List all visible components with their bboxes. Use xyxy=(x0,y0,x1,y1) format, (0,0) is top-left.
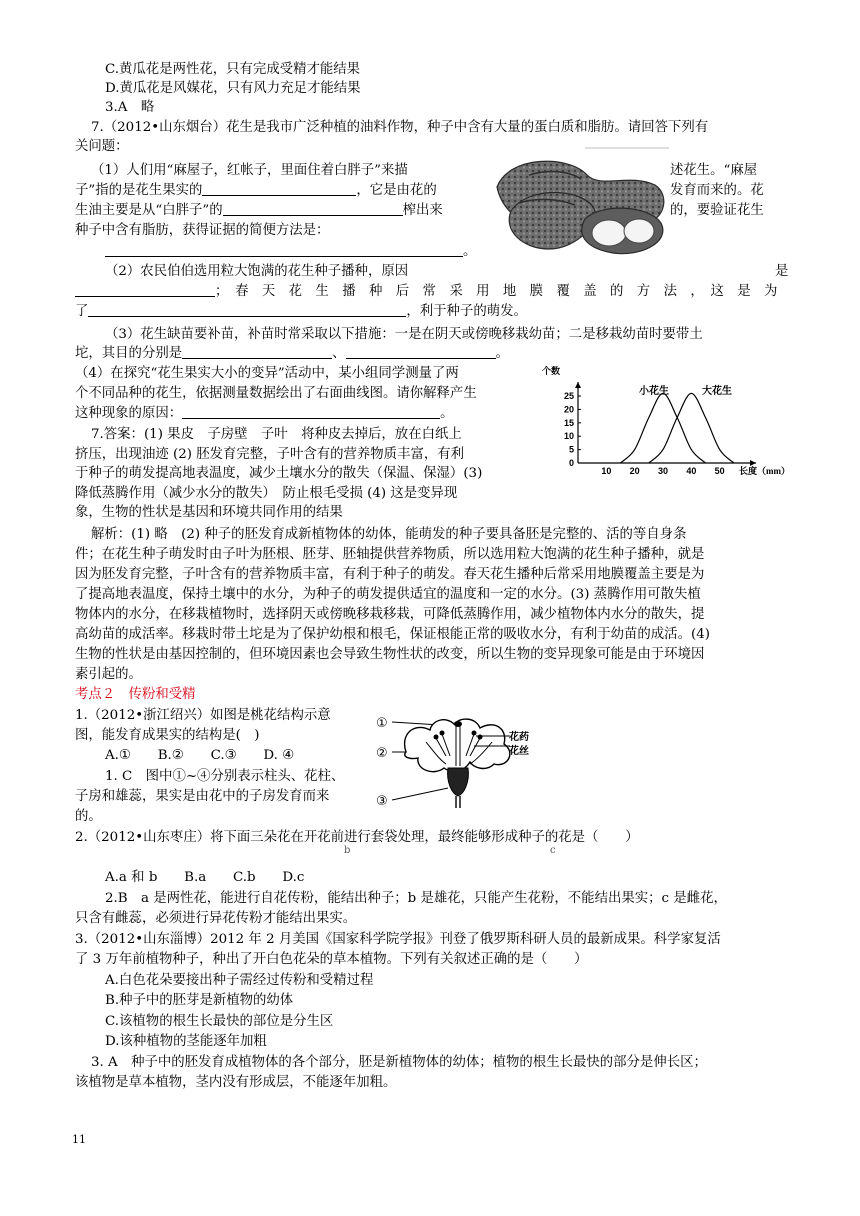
large-peanut-label: 大花生 xyxy=(702,386,732,397)
analysis-6: 高幼苗的成活率。移栽时带土坨是为了保护幼根和根毛，保证根能正常的吸收水分，有利于幼苗的成活。(4) xyxy=(75,627,710,642)
x-tick-label: 20 xyxy=(629,466,640,476)
q3-option-d: D.该种植物的茎能逐年加粗 xyxy=(105,1034,267,1049)
peanut-image xyxy=(489,145,669,263)
small-peanut-label: 小花生 xyxy=(639,386,669,397)
q7-4-line3: 这种现象的原因： 。 xyxy=(75,406,454,421)
analysis-3: 因为胚发育完整，子叶含有的营养物质丰富，有利于种子的萌发。春天花生播种后常采用地膜覆盖主要是为 xyxy=(75,567,705,582)
q1-options: A.① B.② C.③ D. ④ xyxy=(105,748,295,763)
q3-answer-1: 3. A 种子中的胚发育成植物体的各个部分，胚是新植物体的幼体；植物的根生长最快的部分是伸长区； xyxy=(91,1055,707,1070)
series-line-large-peanut xyxy=(649,393,734,463)
y-tick-label: 5 xyxy=(568,444,574,455)
q1-stem: 1.（2012•浙江绍兴）如图是桃花结构示意 xyxy=(75,708,331,723)
peanut-length-chart xyxy=(536,362,800,480)
y-tick-label: 25 xyxy=(563,391,574,402)
analysis-5: 物体内的水分，在移栽植物时，选择阴天或傍晚移栽移栽，可降低蒸腾作用，减少植物体内水分的散失，提 xyxy=(75,607,705,622)
q7-4-line2: 个不同品种的花生，依据测量数据绘出了右面曲线图。请你解释产生 xyxy=(75,386,477,401)
q3-stem: 3.（2012•山东淄博）2012 年 2 月美国《国家科学院学报》刊登了俄罗斯科研人员的最新成果。科学家复活 xyxy=(75,932,721,947)
q2-options: A.a 和 b B.a C.b D.c xyxy=(105,870,305,885)
chart-series xyxy=(621,393,734,463)
q3-stem-cont: 了 3 万年前植物种子，种出了开白色花朵的草本植物。下列有关叙述正确的是（ ） xyxy=(75,952,588,967)
x-tick-label: 30 xyxy=(657,466,669,476)
option-d: D.黄瓜花是风媒花，只有风力充足才能结果 xyxy=(105,81,361,96)
q7-answer-3: 于种子的萌发提高地表温度，减少土壤水分的散失（保温、保湿）(3) xyxy=(75,466,483,481)
option-c: C.黄瓜花是两性花，只有完成受精才能结果 xyxy=(105,62,361,77)
q7-2-line2: ； 春 天 花 生 播 种 后 常 采 用 地 膜 覆 盖 的 方 法 ， 这 是 为 xyxy=(75,283,777,300)
analysis-7: 生物的性状是由基因控制的，但环境因素也会导致生物性状的改变，所以生物的变异现象可能是由于环境因 xyxy=(75,647,705,662)
analysis-8: 素引起的。 xyxy=(75,667,142,682)
q7-1-line2: 子”指的是花生果实的 ，它是由花的 xyxy=(75,183,437,198)
q1-answer-2: 子房和雄蕊，果实是由花中的子房发育而来 xyxy=(75,789,330,804)
marker-1: ① xyxy=(376,716,388,731)
y-tick-label: 0 xyxy=(568,458,574,468)
flower-letter-b: b xyxy=(344,845,351,856)
q7-3-line1: （3）花生缺苗要补苗，补苗时常采取以下措施：一是在阴天或傍晚移栽幼苗；二是移栽幼苗时要带土 xyxy=(105,327,703,342)
marker-2: ② xyxy=(376,746,388,761)
q7-answer-2: 挤压，出现油迹 (2) 胚发育完整，子叶含有的营养物质丰富，有利 xyxy=(75,447,465,462)
analysis-4: 了提高地表温度，保持土壤中的水分，为种子的萌发提供适宜的温度和一定的水分。(3) 蒸腾作用可散失植 xyxy=(75,587,701,602)
flower-letter-c: c xyxy=(550,845,556,856)
q7-1-line4: 种子中含有脂肪，获得证据的简便方法是： xyxy=(75,223,330,238)
x-tick-label: 40 xyxy=(686,466,697,476)
q7-1-line5: 。 xyxy=(105,243,476,260)
y-tick-label: 20 xyxy=(563,404,574,415)
filament-label: 花丝 xyxy=(509,746,529,757)
q3-option-a: A.白色花朵要接出种子需经过传粉和受精过程 xyxy=(105,973,374,988)
q2-answer-1: 2.B a 是两性花，能进行自花传粉，能结出种子；b 是雄花，只能产生花粉，不能结出果实；c 是雌花， xyxy=(105,891,727,906)
q7-1-line1b: 述花生。“麻屋 xyxy=(670,163,758,178)
q7-2-line1b: 是 xyxy=(775,264,789,279)
y-axis-arrow xyxy=(575,382,581,388)
q1-answer-3: 的。 xyxy=(75,809,102,824)
series-line-small-peanut xyxy=(621,393,706,463)
anther-label: 花药 xyxy=(509,732,529,743)
q2-stem: 2.（2012•山东枣庄）将下面三朵花在开花前进行套袋处理，最终能够形成种子的花是（ ） xyxy=(75,830,639,845)
q7-answer-1: 7.答案：(1) 果皮 子房壁 子叶 将种皮去掉后，放在白纸上 xyxy=(91,427,462,442)
y-axis-unit: 个数 xyxy=(542,366,561,376)
q7-stem-cont: 关问题： xyxy=(75,139,129,154)
x-tick-label: 50 xyxy=(714,466,725,476)
x-tick-label: 10 xyxy=(601,466,612,476)
q7-1-line1a: （1）人们用“麻屋子，红帐子，里面住着白胖子”来描 xyxy=(91,163,408,178)
q7-answer-5: 象，生物的性状是基因和环境共同作用的结果 xyxy=(75,505,343,520)
peach-flower-diagram xyxy=(370,712,540,812)
analysis-1: 解析：(1) 略 (2) 种子的胚发育成新植物体的幼体，能萌发的种子要具备胚是完整的、活的等自身条 xyxy=(91,527,687,542)
q2-answer-2: 只含有雌蕊，必须进行异花传粉才能结出果实。 xyxy=(75,911,357,926)
q7-2-line1: （2）农民伯伯选用粒大饱满的花生种子播种，原因 xyxy=(105,264,409,279)
marker-3: ③ xyxy=(376,794,388,809)
q7-3-line2: 坨，其目的分别是 、 。 xyxy=(75,346,509,361)
q7-2-line3: 了 ，利于种子的萌发。 xyxy=(75,304,527,319)
answer-3: 3.A 略 xyxy=(105,100,155,115)
q7-stem: 7.（2012•山东烟台）花生是我市广泛种植的油料作物，种子中含有大量的蛋白质和脂肪。请回答下列有 xyxy=(91,120,709,135)
analysis-2: 件；在花生种子萌发时由子叶为胚根、胚芽、胚轴提供营养物质，所以选用粒大饱满的花生种子播种，就是 xyxy=(75,547,705,562)
section-heading: 考点２ 传粉和受精 xyxy=(75,687,196,702)
y-tick-label: 10 xyxy=(563,431,574,442)
q7-4-line1: （4）在探究“花生果实大小的变异”活动中，某小组同学测量了两 xyxy=(75,366,459,381)
q7-1-line3b: 的，要验证花生 xyxy=(670,203,764,218)
q3-option-b: B.种子中的胚芽是新植物的幼体 xyxy=(105,993,294,1008)
q1-stem-cont: 图，能发育成果实的结构是( ) xyxy=(75,728,260,743)
q3-answer-2: 该植物是草本植物，茎内没有形成层，不能逐年加粗。 xyxy=(75,1075,397,1090)
y-tick-label: 15 xyxy=(563,417,574,428)
x-axis-unit: 长度（mm） xyxy=(739,466,790,476)
q1-answer-1: 1. C 图中①~④分别表示柱头、花柱、 xyxy=(105,769,345,784)
q7-1-line3: 生油主要是从“白胖子”的 榨出来 xyxy=(75,203,443,218)
q7-1-line2b: 发育而来的。花 xyxy=(670,183,764,198)
page-number: 11 xyxy=(72,1133,86,1146)
q7-answer-4: 降低蒸腾作用（减少水分的散失） 防止根毛受损 (4) 这是变异现 xyxy=(75,486,458,501)
q3-option-c: C.该植物的根生长最快的部位是分生区 xyxy=(105,1014,334,1029)
